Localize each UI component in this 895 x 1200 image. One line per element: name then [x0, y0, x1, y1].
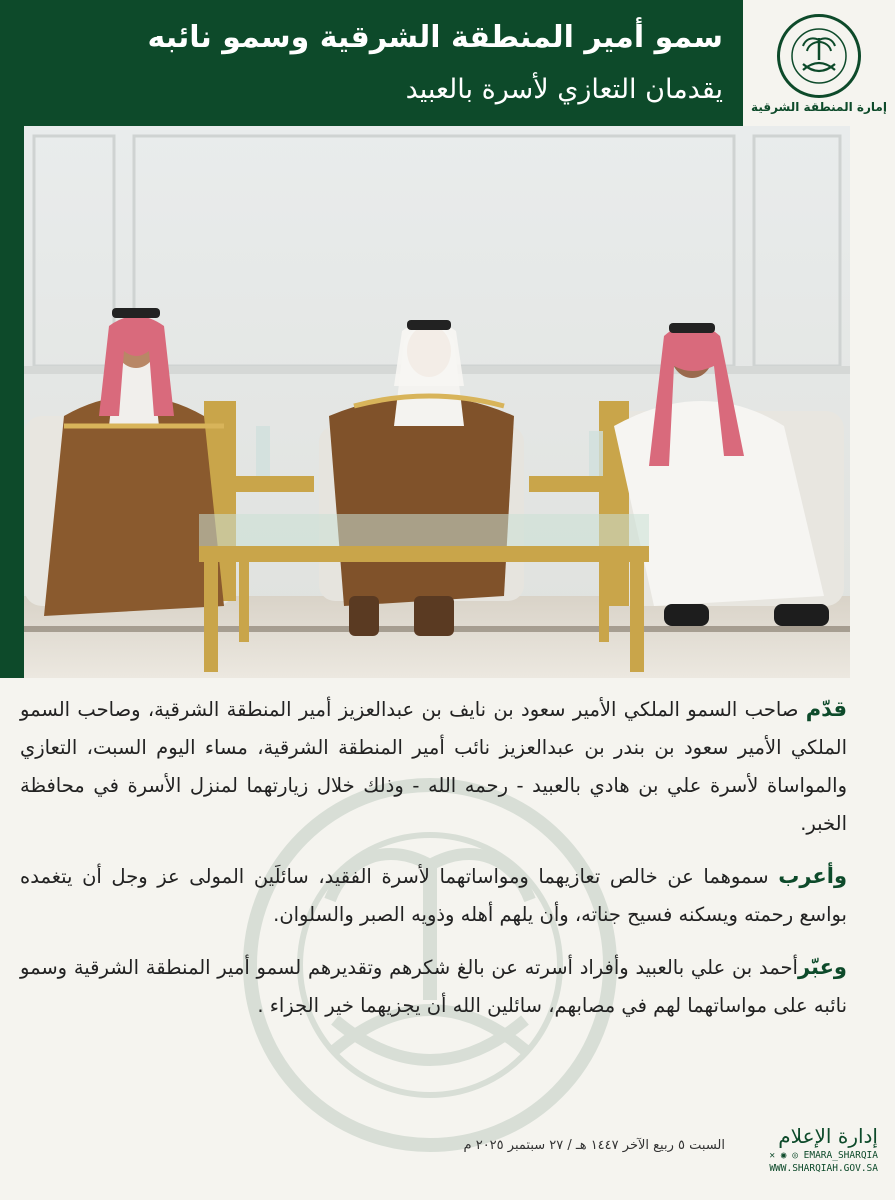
- publish-date: السبت ٥ ربيع الآخر ١٤٤٧ هـ / ٢٧ سبتمبر ٢٠٢٥ م: [463, 1138, 725, 1153]
- media-credit: [738, 1124, 878, 1174]
- media-department-label: إدارة الإعلام: [778, 1124, 878, 1148]
- paragraph-1-lead: قدّم: [805, 697, 847, 721]
- palm-swords-emblem-icon: [777, 14, 861, 98]
- social-handle-text: EMARA_SHARQIA: [803, 1150, 878, 1161]
- header-banner: [0, 0, 743, 126]
- paragraph-2-lead: وأعرب: [778, 864, 847, 888]
- website-link[interactable]: WWW.SHARQIAH.GOV.SA: [769, 1163, 878, 1174]
- article-paragraph-1: [20, 690, 847, 843]
- article-body: [20, 690, 847, 1039]
- paragraph-1-text: صاحب السمو الملكي الأمير سعود بن نايف بن عبدالعزيز أمير المنطقة الشرقية، وصاحب السمو الملكي الأمير سعود بن بندر بن عبدالعزيز نائب أمير المنطقة الشرقية، مساء اليوم السبت، التعازي والمواساة لأسرة علي بن هادي بالعبيد - رحمه الله - وذلك خلال زيارتهما لمنزل الأسرة في محافظة الخبر.: [20, 698, 847, 835]
- paragraph-3-text: أحمد بن علي بالعبيد وأفراد أسرته عن بالغ شكرهم وتقديرهم لسمو أمير المنطقة الشرقية وسمو نائبه على مواساتهما لهم في مصابهم، سائلين الله أن يجزيهما خير الجزاء .: [20, 956, 847, 1017]
- social-handle: [738, 1150, 878, 1161]
- paragraph-2-text: سموهما عن خالص تعازيهما ومواساتهما لأسرة الفقيد، سائلَين المولى عز وجل أن يتغمده بواسع رحمته ويسكنه فسيح جناته، وأن يلهم أهله وذويه الصبر والسلوان.: [20, 865, 847, 926]
- article-paragraph-2: [20, 857, 847, 934]
- event-photo: [24, 126, 850, 678]
- article-paragraph-3: [20, 948, 847, 1025]
- logo-label: إمارة المنطقة الشرقية: [751, 100, 887, 114]
- emirate-logo: [743, 0, 895, 126]
- headline-title: سمو أمير المنطقة الشرقية وسمو نائبه: [147, 20, 723, 55]
- social-icons: ✕ ◉ ◎: [769, 1150, 804, 1161]
- headline-subtitle: يقدمان التعازي لأسرة بالعبيد: [405, 74, 723, 105]
- paragraph-3-lead: وعبّر: [797, 955, 847, 979]
